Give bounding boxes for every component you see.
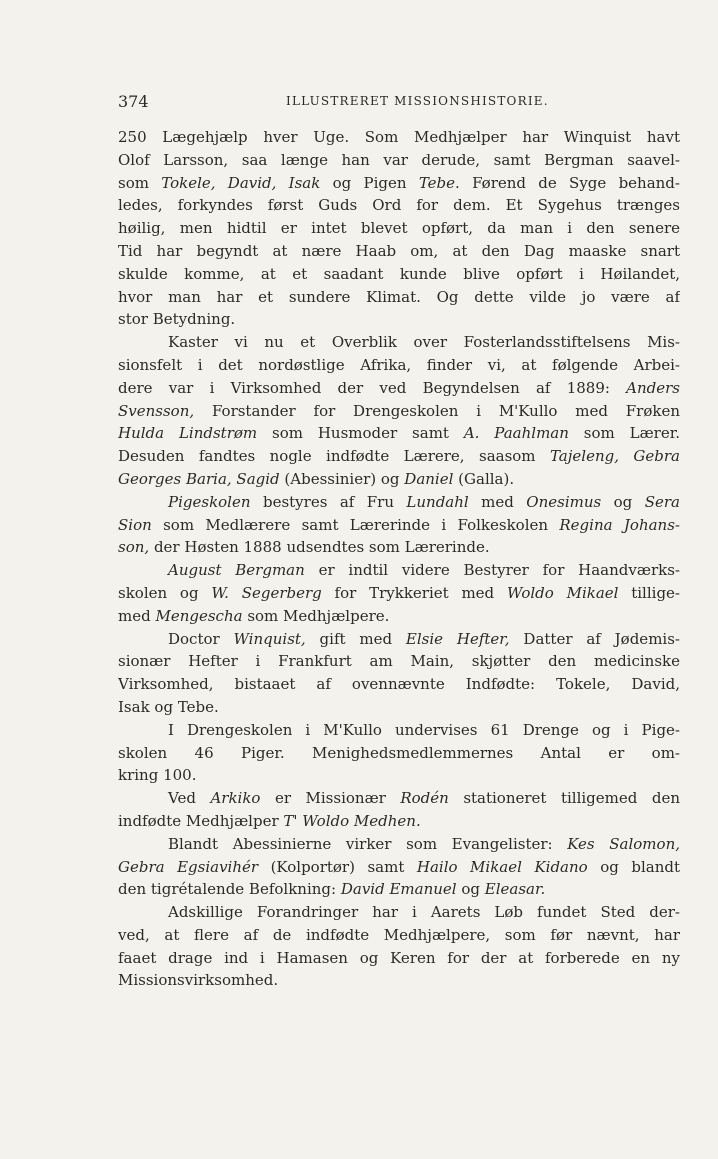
italic-name: Daniel <box>404 469 454 488</box>
text-line <box>118 969 680 992</box>
text-segment: som Medlærere samt Lærerinde i Folkeskolen <box>151 515 560 534</box>
text-line <box>118 605 680 628</box>
italic-name: August Bergman <box>168 561 305 580</box>
text-segment: indfødte Medhjælper <box>118 811 284 830</box>
text-line <box>118 445 680 468</box>
text-line <box>118 628 680 651</box>
text-line <box>118 217 680 240</box>
text-line <box>118 263 680 286</box>
text-line <box>118 901 680 924</box>
italic-name: Tebe. <box>418 173 460 192</box>
text-segment: Blandt Abessinierne virker som Evangelister: <box>168 834 568 853</box>
text-line <box>118 354 680 377</box>
text-line <box>118 856 680 879</box>
text-segment: er indtil videre Bestyrer for Haandværks- <box>304 561 680 580</box>
text-segment: er Missionær <box>260 789 401 808</box>
text-line <box>118 787 680 810</box>
text-segment: med <box>468 492 527 511</box>
italic-name: Anders <box>626 378 680 397</box>
text-line <box>118 947 680 970</box>
italic-name: Mengescha <box>155 606 243 625</box>
italic-name: David Emanuel <box>340 880 457 899</box>
text-line <box>118 308 680 331</box>
text-segment: der Høsten 1888 udsendtes som Lærerinde. <box>149 538 490 557</box>
text-segment: og <box>601 492 645 511</box>
text-segment: som Medhjælpere. <box>242 606 390 625</box>
text-line <box>118 878 680 901</box>
text-segment: (Abessinier) og <box>279 469 405 488</box>
text-line <box>118 172 680 195</box>
text-segment: Isak og Tebe. <box>118 697 219 716</box>
text-segment: med <box>118 606 156 625</box>
text-segment: Forstander for Drengeskolen i M'Kullo med Frøken <box>194 401 680 420</box>
text-line <box>118 514 680 537</box>
text-segment: ledes, forkyndes først Guds Ord for dem. Et Sygehus trænges <box>118 196 680 215</box>
text-segment: Datter af Jødemis- <box>509 629 680 648</box>
text-segment: høilig, men hidtil er intet blevet opført, da man i den senere <box>118 219 680 238</box>
italic-name: son, <box>118 538 150 557</box>
text-line <box>118 696 680 719</box>
text-line <box>118 673 680 696</box>
italic-name: Rodén <box>400 789 449 808</box>
text-line <box>118 286 680 309</box>
italic-name: Onesimus <box>526 492 602 511</box>
text-segment: (Galla). <box>453 469 515 488</box>
text-line <box>118 400 680 423</box>
text-segment: (Kolportør) samt <box>258 857 417 876</box>
text-segment: som Lærer. <box>568 424 680 443</box>
italic-name: Regina Johans- <box>559 515 680 534</box>
text-segment: Virksomhed, bistaaet af ovennævnte Indfødte: Tokele, David, <box>118 675 680 694</box>
text-segment: Missionsvirksomhed. <box>118 971 279 990</box>
italic-name: A. Paahlman <box>463 424 569 443</box>
text-line <box>118 650 680 673</box>
text-segment: gift med <box>305 629 406 648</box>
text-line <box>118 194 680 217</box>
text-segment: og Pigen <box>320 173 419 192</box>
text-segment: som Husmoder samt <box>257 424 464 443</box>
text-segment: for Trykkeriet med <box>321 583 507 602</box>
text-segment: sionær Hefter i Frankfurt am Main, skjøtter den medicinske <box>118 652 680 671</box>
italic-name: Sera <box>644 492 680 511</box>
italic-name: T' Woldo Medhen. <box>283 811 421 830</box>
text-segment: bestyres af Fru <box>250 492 407 511</box>
italic-name: Hailo Mikael Kidano <box>416 857 588 876</box>
text-line <box>118 331 680 354</box>
text-line <box>118 559 680 582</box>
text-line <box>118 764 680 787</box>
text-line <box>118 582 680 605</box>
body-text <box>118 126 680 992</box>
italic-name: Gebra Egsiavihér <box>118 857 259 876</box>
page-header <box>118 92 680 112</box>
text-segment: Tid har begyndt at nære Haab om, at den Dag maaske snart <box>118 241 680 260</box>
text-segment: ved, at flere af de indfødte Medhjælpere, som før nævnt, har <box>118 925 680 944</box>
text-line <box>118 742 680 765</box>
text-line <box>118 240 680 263</box>
text-segment: Førend de Syge behand- <box>459 173 680 192</box>
text-segment: og <box>456 880 485 899</box>
italic-name: Sion <box>118 515 152 534</box>
text-line <box>118 468 680 491</box>
italic-name: Woldo Mikael <box>506 583 619 602</box>
text-segment: Doctor <box>168 629 234 648</box>
italic-name: W. Segerberg <box>211 583 322 602</box>
italic-name: Tajeleng, Gebra <box>549 447 680 466</box>
italic-name: Tokele, David, Isak <box>161 173 321 192</box>
text-segment: skolen og <box>118 583 212 602</box>
text-segment: som <box>118 173 162 192</box>
text-segment: 250 Lægehjælp hver Uge. Som Medhjælper har Winquist havt <box>118 128 680 146</box>
text-line <box>118 924 680 947</box>
text-segment: Ved <box>168 789 211 808</box>
italic-name: Winquist, <box>233 629 306 648</box>
italic-name: Lundahl <box>406 492 469 511</box>
text-line <box>118 491 680 514</box>
running-title: ILLUSTRERET MISSIONSHISTORIE. <box>286 94 549 108</box>
italic-name: Elsie Hefter, <box>405 629 510 648</box>
text-line <box>118 377 680 400</box>
text-segment: Olof Larsson, saa længe han var derude, samt Bergman saavel- <box>118 150 680 169</box>
italic-name: Georges Baria, Sagid <box>118 469 280 488</box>
text-segment: kring 100. <box>118 766 197 785</box>
text-segment: og blandt <box>587 857 680 876</box>
text-line <box>118 536 680 559</box>
text-segment: Kaster vi nu et Overblik over Fosterlandsstiftelsens Mis- <box>168 333 680 352</box>
text-line <box>118 126 680 149</box>
text-segment: faaet drage ind i Hamasen og Keren for der at forberede en ny <box>118 948 680 967</box>
text-line <box>118 422 680 445</box>
text-segment: skolen 46 Piger. Menighedsmedlemmernes Antal er om- <box>118 743 680 762</box>
text-segment: skulde komme, at et saadant kunde blive opført i Høilandet, <box>118 264 680 283</box>
text-segment: sionsfelt i det nordøstlige Afrika, finder vi, at følgende Arbei- <box>118 355 680 374</box>
italic-name: Kes Salomon, <box>567 834 680 853</box>
text-line <box>118 810 680 833</box>
text-segment: stor Betydning. <box>118 310 236 329</box>
text-line <box>118 149 680 172</box>
page-number: 374 <box>118 92 149 111</box>
text-segment: stationeret tilligemed den <box>448 789 680 808</box>
italic-name: Eleasar. <box>484 880 546 899</box>
text-segment: Desuden fandtes nogle indfødte Lærere, saasom <box>118 447 550 466</box>
italic-name: Svensson, <box>118 401 195 420</box>
text-segment: Adskillige Forandringer har i Aarets Løb fundet Sted der- <box>168 903 680 922</box>
italic-name: Pigeskolen <box>168 492 251 511</box>
italic-name: Hulda Lindstrøm <box>118 424 258 443</box>
text-line <box>118 719 680 742</box>
text-segment: den tigrétalende Befolkning: <box>118 880 341 899</box>
text-segment: tillige- <box>618 583 680 602</box>
text-segment: I Drengeskolen i M'Kullo undervises 61 Drenge og i Pige- <box>168 720 680 739</box>
text-segment: dere var i Virksomhed der ved Begyndelsen af 1889: <box>118 378 627 397</box>
italic-name: Arkiko <box>210 789 261 808</box>
text-line <box>118 833 680 856</box>
text-segment: hvor man har et sundere Klimat. Og dette vilde jo være af <box>118 287 680 306</box>
